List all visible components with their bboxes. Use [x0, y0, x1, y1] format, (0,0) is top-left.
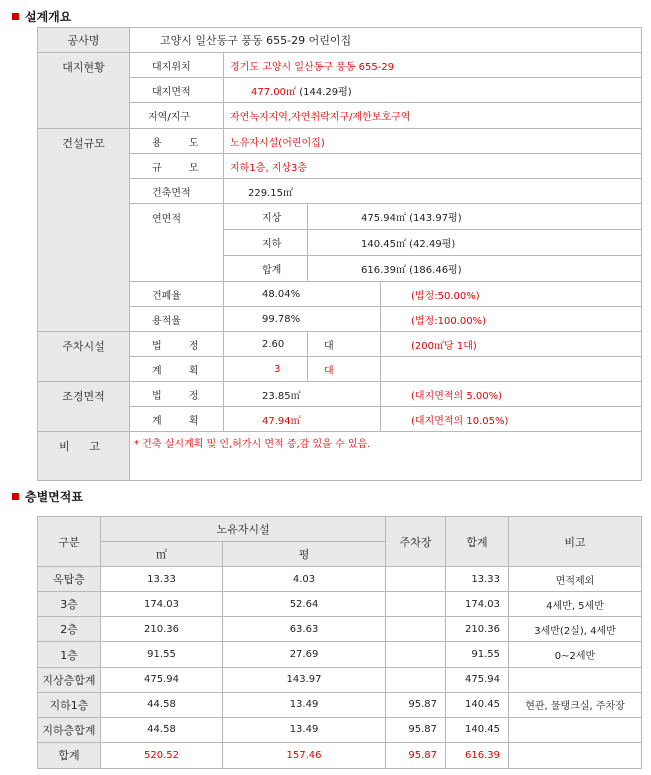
cell-floor: 지상층합계 [38, 667, 101, 692]
cell-pyeong: 157.46 [223, 742, 386, 768]
cell-remarks: 3세반(2실), 4세반 [509, 617, 642, 642]
label-scale: 규 모 [130, 154, 224, 179]
value-total-above: 475.94㎡ (143.97평) [308, 204, 642, 230]
unit-parking-plan: 대 [308, 357, 381, 382]
value-building-area: 229.15㎡ [224, 179, 642, 204]
label-parking: 주차시설 [38, 332, 130, 382]
cell-total: 140.45 [446, 692, 509, 717]
cell-total: 174.03 [446, 592, 509, 617]
value-remarks: * 건축 실시계획 및 인,허가시 면적 증,감 있을 수 있음. [130, 432, 642, 481]
overview-table [37, 27, 642, 481]
cell-pyeong: 13.49 [223, 692, 386, 717]
cell-parking: 95.87 [386, 717, 446, 742]
label-total-above: 지상 [224, 204, 308, 230]
value-site-location: 경기도 고양시 일산동구 풍동 655-29 [224, 53, 642, 78]
cell-sqm: 13.33 [101, 567, 223, 592]
cell-remarks [509, 667, 642, 692]
site-area-sqm: 477.00㎡ [251, 86, 296, 98]
header-remarks: 비고 [509, 517, 642, 567]
header-parking: 주차장 [386, 517, 446, 567]
cell-pyeong: 63.63 [223, 617, 386, 642]
cell-sqm: 475.94 [101, 667, 223, 692]
table-row [38, 617, 642, 642]
cell-parking [386, 617, 446, 642]
table-row [38, 667, 642, 692]
value-scale: 지하1층, 지상3층 [224, 154, 642, 179]
cell-remarks [509, 717, 642, 742]
cell-total: 13.33 [446, 567, 509, 592]
label-parking-legal: 법 정 [130, 332, 224, 357]
section-title-overview [12, 8, 71, 25]
label-far: 용적율 [130, 307, 224, 332]
cell-floor: 1층 [38, 642, 101, 667]
site-area-pyeong: (144.29평) [299, 86, 352, 98]
header-pyeong: 평 [223, 542, 386, 567]
cell-remarks: 현관, 물탱크실, 주차장 [509, 692, 642, 717]
value-landscape-plan: 47.94㎡ [224, 407, 381, 432]
cell-total: 140.45 [446, 717, 509, 742]
table-row [38, 592, 642, 617]
label-use: 용 도 [130, 129, 224, 154]
cell-sqm: 44.58 [101, 717, 223, 742]
cell-floor: 3층 [38, 592, 101, 617]
cell-remarks: 0~2세반 [509, 642, 642, 667]
cell-parking: 95.87 [386, 692, 446, 717]
header-facility: 노유자시설 [101, 517, 386, 542]
table-row [38, 567, 642, 592]
cell-floor: 2층 [38, 617, 101, 642]
label-landscape-legal: 법 정 [130, 382, 224, 407]
cell-floor: 합계 [38, 742, 101, 768]
cell-pyeong: 143.97 [223, 667, 386, 692]
unit-parking-legal: 대 [308, 332, 381, 357]
note-parking-plan [381, 357, 642, 382]
cell-remarks: 4세반, 5세반 [509, 592, 642, 617]
label-coverage: 건폐율 [130, 282, 224, 307]
cell-pyeong: 13.49 [223, 717, 386, 742]
cell-parking [386, 592, 446, 617]
label-remarks: 비 고 [38, 432, 130, 481]
cell-total: 616.39 [446, 742, 509, 768]
bullet-square-icon [12, 13, 19, 20]
note-landscape-legal: (대지면적의 5.00%) [381, 382, 642, 407]
value-parking-legal: 2.60 [224, 332, 308, 357]
value-project: 고양시 일산동구 풍동 655-29 어린이집 [130, 28, 642, 53]
label-building: 건설규모 [38, 129, 130, 332]
label-site-location: 대지위치 [130, 53, 224, 78]
label-total-sum: 합계 [224, 256, 308, 282]
cell-remarks [509, 742, 642, 768]
cell-floor: 지하1층 [38, 692, 101, 717]
label-total-below: 지하 [224, 230, 308, 256]
cell-parking [386, 642, 446, 667]
value-site-zone: 자연녹지지역,자연취락지구/제한보호구역 [224, 103, 642, 129]
row-site-location [38, 53, 642, 78]
row-project [38, 28, 642, 53]
value-use: 노유자시설(어린이집) [224, 129, 642, 154]
cell-sqm: 174.03 [101, 592, 223, 617]
label-site-zone: 지역/지구 [130, 103, 224, 129]
cell-total: 91.55 [446, 642, 509, 667]
floor-area-table [37, 516, 642, 769]
value-landscape-legal: 23.85㎡ [224, 382, 381, 407]
cell-pyeong: 52.64 [223, 592, 386, 617]
header-row-1 [38, 517, 642, 542]
value-parking-plan: 3 [224, 357, 308, 382]
value-total-sum: 616.39㎡ (186.46평) [308, 256, 642, 282]
label-total-area: 연면적 [130, 204, 224, 282]
section-title-text: 설계개요 [25, 10, 72, 24]
label-parking-plan: 계 획 [130, 357, 224, 382]
row-use [38, 129, 642, 154]
cell-sqm: 91.55 [101, 642, 223, 667]
header-floor: 구분 [38, 517, 101, 567]
label-project: 공사명 [38, 28, 130, 53]
cell-floor: 옥탑층 [38, 567, 101, 592]
table-row [38, 717, 642, 742]
value-total-below: 140.45㎡ (42.49평) [308, 230, 642, 256]
cell-total: 210.36 [446, 617, 509, 642]
cell-remarks: 면적제외 [509, 567, 642, 592]
header-total: 합계 [446, 517, 509, 567]
label-building-area: 건축면적 [130, 179, 224, 204]
header-sqm: ㎡ [101, 542, 223, 567]
label-landscape: 조경면적 [38, 382, 130, 432]
value-coverage: 48.04% [224, 282, 381, 307]
bullet-square-icon [12, 493, 19, 500]
label-site: 대지현황 [38, 53, 130, 129]
row-remarks [38, 432, 642, 481]
table-row [38, 692, 642, 717]
cell-pyeong: 4.03 [223, 567, 386, 592]
cell-parking [386, 667, 446, 692]
row-landscape-legal [38, 382, 642, 407]
cell-parking [386, 567, 446, 592]
cell-floor: 지하층합계 [38, 717, 101, 742]
cell-sqm: 520.52 [101, 742, 223, 768]
cell-sqm: 210.36 [101, 617, 223, 642]
note-coverage: (법정:50.00%) [381, 282, 642, 307]
label-site-area: 대지면적 [130, 78, 224, 103]
table-row [38, 642, 642, 667]
value-far: 99.78% [224, 307, 381, 332]
section-title-text: 층별면적표 [25, 490, 83, 504]
cell-sqm: 44.58 [101, 692, 223, 717]
cell-total: 475.94 [446, 667, 509, 692]
label-landscape-plan: 계 획 [130, 407, 224, 432]
table-row-total [38, 742, 642, 768]
note-landscape-plan: (대지면적의 10.05%) [381, 407, 642, 432]
cell-pyeong: 27.69 [223, 642, 386, 667]
note-parking-legal: (200㎡당 1대) [381, 332, 642, 357]
section-title-floor-area [12, 488, 83, 505]
note-far: (법정:100.00%) [381, 307, 642, 332]
value-site-area [224, 78, 642, 103]
row-parking-legal [38, 332, 642, 357]
cell-parking: 95.87 [386, 742, 446, 768]
